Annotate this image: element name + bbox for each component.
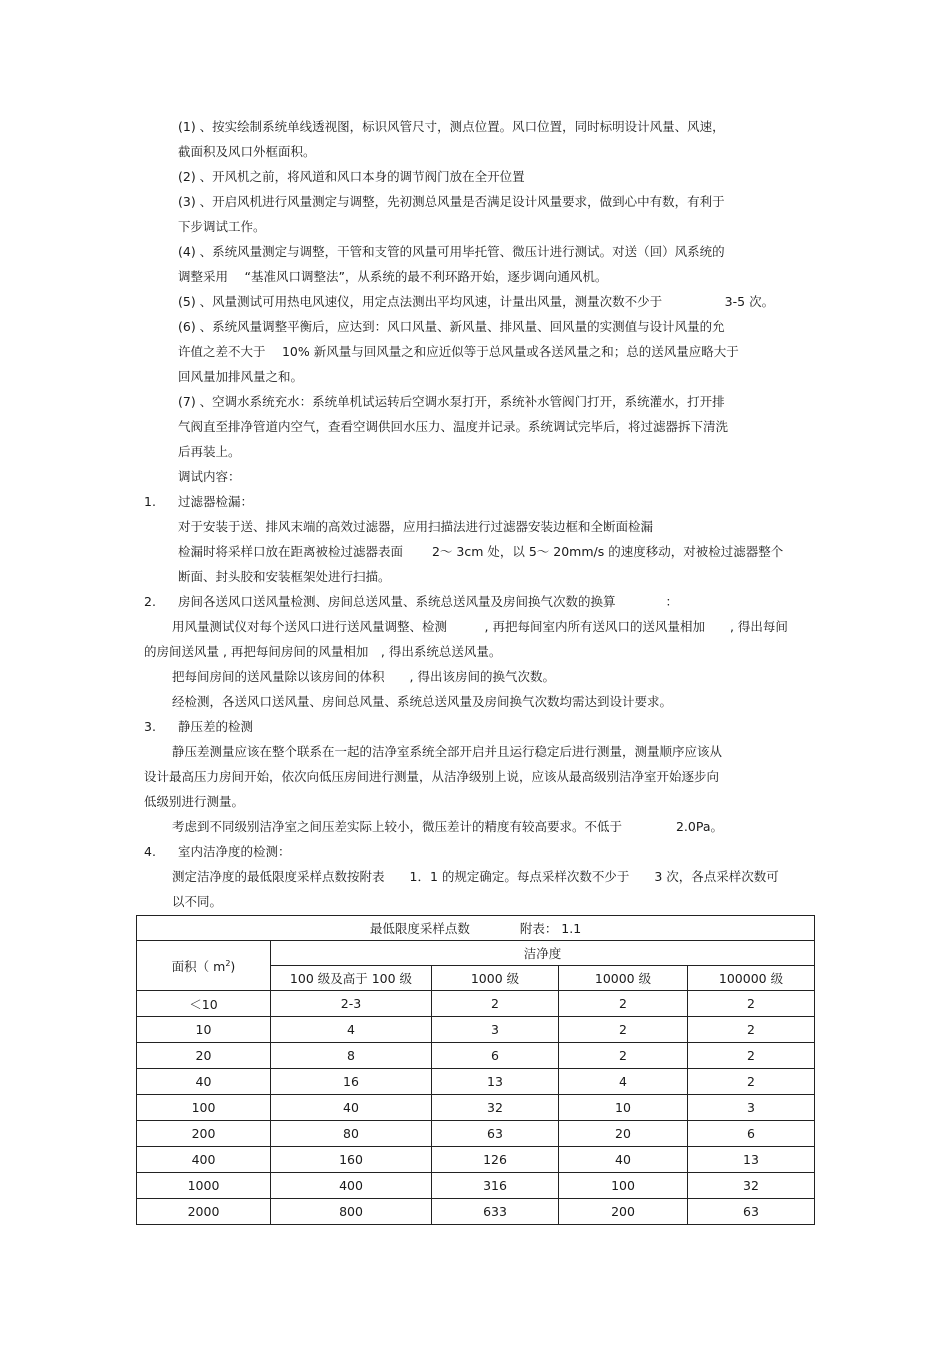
table-cell: 4: [271, 1017, 432, 1043]
table-cell: 32: [432, 1095, 559, 1121]
text-line: (4) 、系统风量测定与调整，干管和支管的风量可用毕托管、微压计进行测试。对送（回）风系统的: [178, 244, 725, 259]
table-cell: 2: [688, 1069, 815, 1095]
table-cell: 400: [137, 1147, 271, 1173]
class-header: 10000 级: [559, 966, 688, 991]
table-cell: 63: [688, 1199, 815, 1225]
table-cell: 2000: [137, 1199, 271, 1225]
table-row: [137, 1043, 815, 1069]
table-row: [137, 1017, 815, 1043]
text-line: 设计最高压力房间开始，依次向低压房间进行测量，从洁净级别上说，应该从最高级别洁净室开始逐步向: [144, 769, 720, 784]
class-header: 1000 级: [432, 966, 559, 991]
table-cell: 6: [432, 1043, 559, 1069]
text-line: 测定洁净度的最低限度采样点数按附表 1．1 的规定确定。每点采样次数不少于 3 次，各点采样次数可: [172, 869, 779, 884]
text-line: 的房间送风量 , 再把每间房间的风量相加 , 得出系统总送风量。: [144, 644, 502, 659]
text-line: (2) 、开风机之前，将风道和风口本身的调节阀门放在全开位置: [178, 169, 525, 184]
table-cell: 200: [559, 1199, 688, 1225]
text-line: 静压差测量应该在整个联系在一起的洁净室系统全部开启并且运行稳定后进行测量，测量顺序应该从: [172, 744, 723, 759]
cleanliness-header: 洁净度: [271, 941, 815, 966]
table-cell: 100: [559, 1173, 688, 1199]
section-heading: 调试内容：: [178, 469, 241, 484]
table-cell: 2: [688, 991, 815, 1017]
text-line: 以不同。: [172, 894, 223, 909]
table-cell: 8: [271, 1043, 432, 1069]
text-line: 低级别进行测量。: [144, 794, 245, 809]
table-row: [137, 1173, 815, 1199]
table-row: [137, 1121, 815, 1147]
text-line: 把每间房间的送风量除以该房间的体积 , 得出该房间的换气次数。: [172, 669, 555, 684]
table-cell: 20: [559, 1121, 688, 1147]
table-cell: 2: [688, 1043, 815, 1069]
table-cell: 10: [137, 1017, 271, 1043]
section-heading: 室内洁净度的检测：: [178, 844, 291, 859]
table-cell: 2: [688, 1017, 815, 1043]
text-line: 下步调试工作。: [178, 219, 266, 234]
section-heading: 过滤器检漏：: [178, 494, 254, 509]
class-header: 100 级及高于 100 级: [271, 966, 432, 991]
table-cell: 40: [137, 1069, 271, 1095]
text-line: (5) 、风量测试可用热电风速仪，用定点法测出平均风速，计量出风量，测量次数不少于 3-5 次。: [178, 294, 775, 309]
table-cell: 2-3: [271, 991, 432, 1017]
text-line: 用风量测试仪对每个送风口进行送风量调整、检测 , 再把每间室内所有送风口的送风量相加 , 得出每间: [172, 619, 788, 634]
table-row: [137, 1095, 815, 1121]
class-header: 100000 级: [688, 966, 815, 991]
section-heading: 静压差的检测: [178, 719, 254, 734]
table-cell: 16: [271, 1069, 432, 1095]
text-line: (3) 、开启风机进行风量测定与调整，先初测总风量是否满足设计风量要求，做到心中有数，有利于: [178, 194, 725, 209]
table-cell: 20: [137, 1043, 271, 1069]
text-line: 断面、封头胶和安装框架处进行扫描。: [178, 569, 391, 584]
table-cell: 200: [137, 1121, 271, 1147]
table-cell: 633: [432, 1199, 559, 1225]
table-cell: 13: [432, 1069, 559, 1095]
table-caption: 最低限度采样点数 附表： 1.1: [137, 916, 815, 941]
list-number: 1.: [144, 494, 156, 509]
text-line: 截面积及风口外框面积。: [178, 144, 316, 159]
sampling-points-table: [136, 915, 815, 1225]
text-line: 考虑到不同级别洁净室之间压差实际上较小，微压差计的精度有较高要求。不低于 2.0Pa。: [172, 819, 723, 834]
table-cell: 2: [559, 1017, 688, 1043]
table-cell: 100: [137, 1095, 271, 1121]
table-cell: 3: [688, 1095, 815, 1121]
table-cell: 316: [432, 1173, 559, 1199]
table-cell: 80: [271, 1121, 432, 1147]
table-cell: 3: [432, 1017, 559, 1043]
list-number: 3.: [144, 719, 156, 734]
table-cell: 4: [559, 1069, 688, 1095]
table-row: [137, 1199, 815, 1225]
table-cell: 40: [559, 1147, 688, 1173]
table-cell: 1000: [137, 1173, 271, 1199]
table-row: [137, 991, 815, 1017]
table-cell: 40: [271, 1095, 432, 1121]
text-line: 许值之差不大于 10% 新风量与回风量之和应近似等于总风量或各送风量之和；总的送风量应略大于: [178, 344, 739, 359]
table-cell: 2: [432, 991, 559, 1017]
text-line: (7) 、空调水系统充水：系统单机试运转后空调水泵打开，系统补水管阀门打开，系统灌水，打开排: [178, 394, 725, 409]
table-cell: 800: [271, 1199, 432, 1225]
text-line: (6) 、系统风量调整平衡后，应达到：风口风量、新风量、排风量、回风量的实测值与设计风量的允: [178, 319, 725, 334]
text-line: 经检测，各送风口送风量、房间总风量、系统总送风量及房间换气次数均需达到设计要求。: [172, 694, 673, 709]
text-line: 检漏时将采样口放在距离被检过滤器表面 2～ 3cm 处，以 5～ 20mm/s 的速度移动，对被检过滤器整个: [178, 544, 784, 559]
list-number: 4.: [144, 844, 156, 859]
text-line: 后再装上。: [178, 444, 241, 459]
table-cell: 63: [432, 1121, 559, 1147]
table-cell: ＜10: [137, 991, 271, 1017]
list-number: 2.: [144, 594, 156, 609]
text-line: 气阀直至排净管道内空气，查看空调供回水压力、温度并记录。系统调试完毕后，将过滤器拆下清洗: [178, 419, 729, 434]
table-cell: 400: [271, 1173, 432, 1199]
table-cell: 2: [559, 991, 688, 1017]
table-cell: 2: [559, 1043, 688, 1069]
text-line: 回风量加排风量之和。: [178, 369, 304, 384]
text-line: (1) 、按实绘制系统单线透视图，标识风管尺寸，测点位置。风口位置，同时标明设计风量、风速，: [178, 119, 725, 134]
table-cell: 13: [688, 1147, 815, 1173]
table-cell: 6: [688, 1121, 815, 1147]
section-heading: 房间各送风口送风量检测、房间总送风量、系统总送风量及房间换气次数的换算 ：: [178, 594, 679, 609]
table-row: [137, 1069, 815, 1095]
table-cell: 160: [271, 1147, 432, 1173]
area-header: 面积（ $m^2$): [137, 941, 271, 991]
text-line: 对于安装于送、排风末端的高效过滤器，应用扫描法进行过滤器安装边框和全断面检漏: [178, 519, 654, 534]
table-cell: 10: [559, 1095, 688, 1121]
table-cell: 32: [688, 1173, 815, 1199]
table-row: [137, 1147, 815, 1173]
text-line: 调整采用 “基准风口调整法”，从系统的最不利环路开始，逐步调向通风机。: [178, 269, 608, 284]
table-cell: 126: [432, 1147, 559, 1173]
